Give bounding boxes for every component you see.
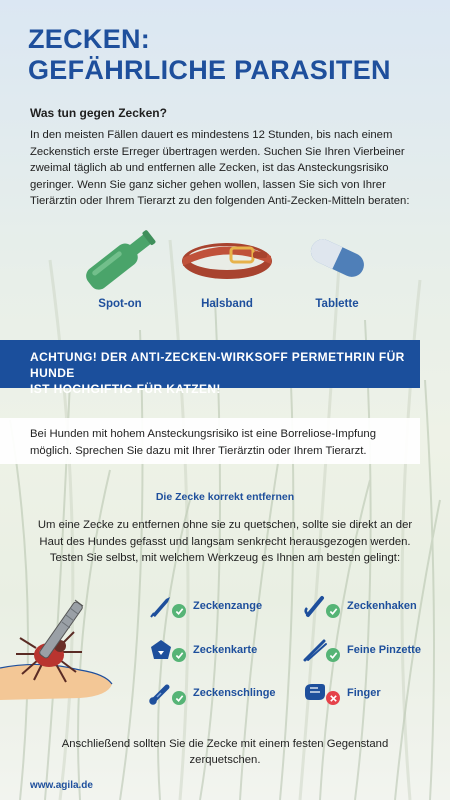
product-tablette [282,228,392,318]
check-icon [172,691,186,705]
vaccination-line-1: Bei Hunden mit hohem Ansteckungsrisiko ist eine Borreliose-Impfung [30,428,376,440]
check-icon [326,648,340,662]
intro-text: In den meisten Fällen dauert es mindestens 12 Stunden, bis nach einem Zeckenstich erste Erreger übertragen werden. Suchen Sie Ihren Vierbeiner zweimal täglich ab und entfernen alle Zecken, ist das Ansteckungsrisiko geringer. Wenn Sie ganz sicher gehen wollen, lassen Sie sich von Ihrer Tierärztin oder Ihrem Tierarzt zu den folgenden Anti-Zecken-Mitteln beraten: [30,129,410,207]
vaccination-box [0,418,420,464]
tool-zeckenhaken [302,592,417,620]
product-halsband [172,228,282,318]
tick-lasso-icon [148,680,174,706]
product-label: Spot-on [98,298,142,310]
removal-outro: Anschließend sollten Sie die Zecke mit einem festen Gegenstand zerquetschen. [61,738,389,766]
finger-icon [302,680,328,706]
collar-icon [177,228,277,290]
removal-text: Um eine Zecke zu entfernen ohne sie zu quetschen, sollte sie direkt an der Haut des Hundes gefasst und langsam senkrecht herausgezogen werden. Testen Sie selbst, mit welchem Werkzeug es Ihnen am besten gelingt: [37,519,413,564]
tool-zeckenkarte [148,636,257,664]
tool-finger [302,679,381,707]
tick-card-icon [148,637,174,663]
check-icon [172,648,186,662]
title-line-1: ZECKEN: [28,24,151,54]
tool-label: Zeckenzange [193,600,263,612]
title-line-2: GEFÄHRLICHE PARASITEN [28,55,391,85]
check-icon [172,604,186,618]
tool-zeckenschlinge [148,679,276,707]
product-spot-on [65,228,175,318]
tool-label: Feine Pinzette [347,644,421,656]
warning-line-1: ACHTUNG! DER ANTI-ZECKEN-WIRKSOFF PERMETHRIN FÜR HUNDE [30,350,405,380]
tool-label: Zeckenhaken [347,600,417,612]
tool-label: Zeckenkarte [193,644,258,656]
tool-feine-pinzette [302,636,421,664]
tool-zeckenzange [148,592,262,620]
check-icon [326,604,340,618]
product-label: Tablette [315,298,359,310]
tick-hook-icon [302,593,328,619]
intro-question: Was tun gegen Zecken? [30,106,167,120]
tweezers-icon [302,637,328,663]
warning-line-2: IST HOCHGIFTIG FÜR KATZEN! [30,382,221,396]
warning-banner [0,340,420,396]
footer-url[interactable]: www.agila.de [30,780,93,791]
cross-icon [326,691,340,705]
tick-removal-illustration [0,588,130,703]
page-title [28,24,428,86]
tick-pliers-icon [148,593,174,619]
bottle-icon [75,228,165,290]
tablet-icon [297,228,377,290]
product-label: Halsband [201,298,253,310]
tool-label: Zeckenschlinge [193,687,276,699]
vaccination-line-2: möglich. Sprechen Sie dazu mit Ihrer Tierärztin oder Ihrem Tierarzt. [30,444,367,457]
removal-subtitle: Die Zecke korrekt entfernen [155,491,295,503]
tool-label: Finger [347,687,381,699]
